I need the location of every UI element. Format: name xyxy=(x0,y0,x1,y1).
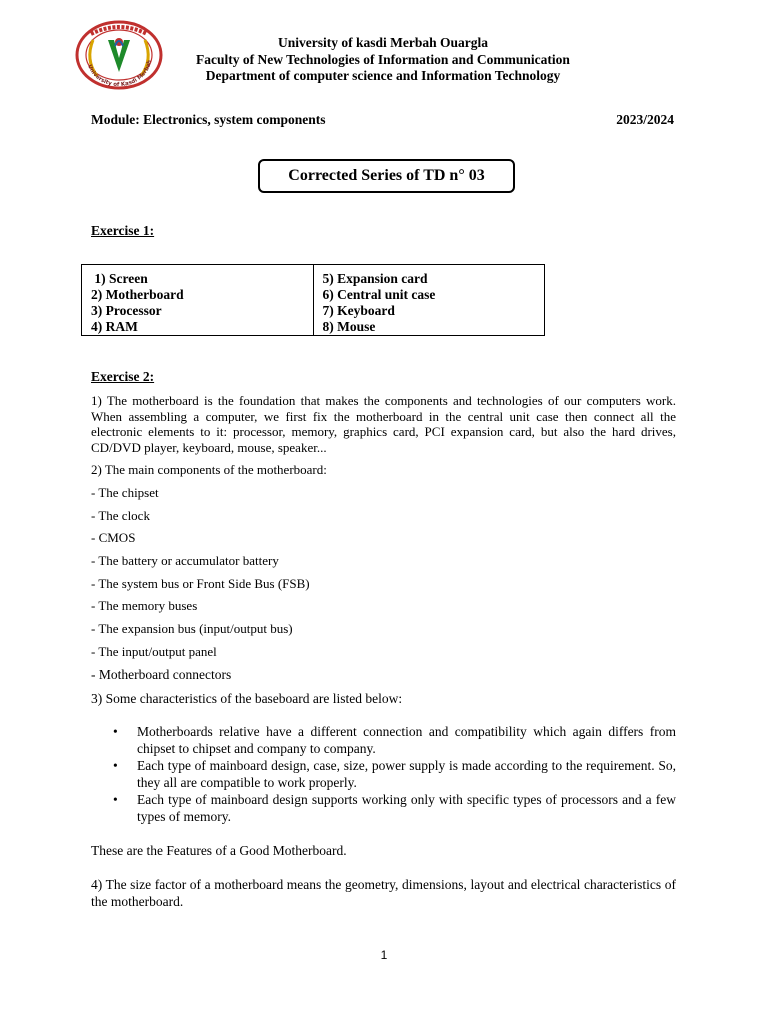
component-item: - The chipset xyxy=(91,485,159,500)
feature-item xyxy=(91,792,676,825)
paragraph-4: These are the Features of a Good Motherboard. xyxy=(91,843,347,858)
bullet-icon: • xyxy=(113,758,118,773)
answer-item: 6) Central unit case xyxy=(322,287,436,302)
features-list xyxy=(91,724,676,826)
answer-item: 1) Screen xyxy=(91,271,148,286)
bullet-icon: • xyxy=(113,792,118,807)
component-item: - The expansion bus (input/output bus) xyxy=(91,621,293,636)
exercise-2-heading: Exercise 2: xyxy=(91,369,155,384)
feature-text: Motherboards relative have a different connection and compatibility which again differs from chipset to chipset and company to company. xyxy=(137,724,676,756)
answer-item: 2) Motherboard xyxy=(91,287,184,302)
component-item: - The input/output panel xyxy=(91,644,217,659)
institution-header xyxy=(150,35,616,85)
university-name: University of kasdi Merbah Ouargla xyxy=(277,35,488,50)
component-item: - The battery or accumulator battery xyxy=(91,553,279,568)
department-name: Department of computer science and Information Technology xyxy=(205,68,561,83)
component-item: - The system bus or Front Side Bus (FSB) xyxy=(91,576,310,591)
module-row xyxy=(91,112,674,128)
answer-item: 5) Expansion card xyxy=(322,271,428,286)
faculty-name: Faculty of New Technologies of Information and Communication xyxy=(196,51,570,67)
bullet-icon: • xyxy=(113,724,118,739)
answer-item: 4) RAM xyxy=(91,319,138,334)
module-label: Module: Electronics, system components xyxy=(91,112,326,127)
paragraph-3: 3) Some characteristics of the baseboard are listed below: xyxy=(91,691,403,706)
exercise-1-table xyxy=(81,264,545,336)
component-item: - Motherboard connectors xyxy=(91,667,232,682)
answer-item: 3) Processor xyxy=(91,303,162,318)
exercise-1-left-column xyxy=(82,265,314,336)
paragraph-5: 4) The size factor of a motherboard means the geometry, dimensions, layout and electrical characteristics of the motherboard. xyxy=(91,877,676,909)
exercise-1-heading: Exercise 1: xyxy=(91,223,155,238)
page-number: 1 xyxy=(380,948,388,962)
feature-text: Each type of mainboard design, case, size, power supply is made according to the requirement. So, they all are compatible to work properly. xyxy=(137,758,676,790)
feature-item xyxy=(91,724,676,757)
document-title: Corrected Series of TD n° 03 xyxy=(258,159,515,193)
feature-item xyxy=(91,758,676,791)
component-item: - The clock xyxy=(91,508,150,523)
feature-text: Each type of mainboard design supports working only with specific types of processors and a few types of memory. xyxy=(137,792,676,824)
academic-year: 2023/2024 xyxy=(616,112,674,127)
svg-text:University of Kasdi Merbah Oua: University of Kasdi Merbah xyxy=(86,59,153,89)
component-item: - CMOS xyxy=(91,530,136,545)
answer-item: 8) Mouse xyxy=(322,319,376,334)
exercise-1-right-column xyxy=(313,265,545,336)
paragraph-2: 2) The main components of the motherboard: xyxy=(91,462,327,477)
component-item: - The memory buses xyxy=(91,598,198,613)
paragraph-1: 1) The motherboard is the foundation that makes the components and technologies of our computers work. When assembling a computer, we first fix the motherboard in the central unit case then connect all the electronic elements to it: processor, memory, graphics card, PCI expansion card, but also the hard drives, CD/DVD player, keyboard, mouse, speaker... xyxy=(91,393,676,455)
answer-item: 7) Keyboard xyxy=(322,303,395,318)
